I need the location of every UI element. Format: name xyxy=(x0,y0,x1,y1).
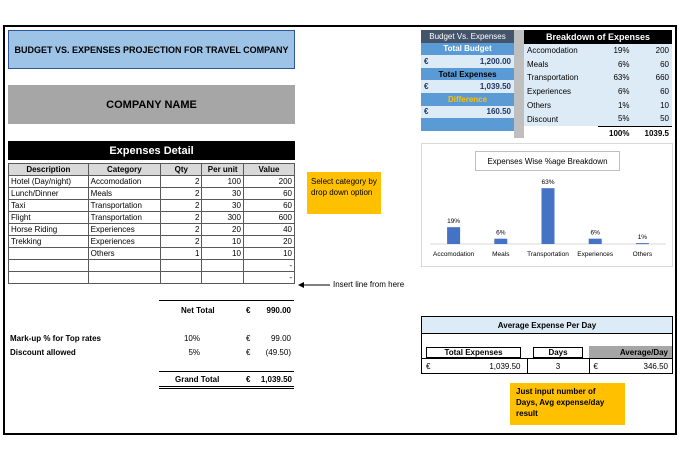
expense-qty-cell[interactable]: 2 xyxy=(161,176,202,188)
chart-data-label: 6% xyxy=(496,229,506,237)
breakdown-header: Breakdown of Expenses xyxy=(524,30,672,44)
grand-total-double-underline xyxy=(159,386,294,389)
breakdown-total-spacer xyxy=(524,126,598,140)
difference-label: Difference xyxy=(421,93,514,106)
table-row xyxy=(9,272,295,284)
breakdown-total-value: 1039.5 xyxy=(633,126,673,140)
sheet-title: BUDGET VS. EXPENSES PROJECTION FOR TRAVEL COMPANY xyxy=(8,30,295,69)
col-total-expenses: Total Expenses xyxy=(426,347,521,358)
breakdown-value: 50 xyxy=(633,112,673,126)
expense-category-cell[interactable]: Transportation xyxy=(88,212,160,224)
category-dropdown-note: Select category by drop down option xyxy=(307,172,381,214)
expense-value-cell: - xyxy=(243,260,294,272)
chart-data-label: 19% xyxy=(447,218,461,226)
average-per-day-value: 346.50 xyxy=(643,361,668,371)
expense-description-cell[interactable] xyxy=(9,260,89,272)
average-per-day-currency: € xyxy=(593,361,598,371)
expense-per-unit-cell[interactable]: 20 xyxy=(202,224,244,236)
expense-description-cell[interactable]: Hotel (Day/night) xyxy=(9,176,89,188)
breakdown-value: 200 xyxy=(633,44,673,58)
breakdown-percent: 6% xyxy=(598,57,632,71)
company-name[interactable]: COMPANY NAME xyxy=(8,85,295,124)
expense-description-cell[interactable]: Flight xyxy=(9,212,89,224)
expense-per-unit-cell[interactable]: 300 xyxy=(202,212,244,224)
table-row xyxy=(9,212,295,224)
chart-bar xyxy=(636,243,649,244)
total-expenses-value: 1,039.50 xyxy=(435,80,514,93)
expense-category-cell[interactable] xyxy=(88,260,160,272)
total-budget-label: Total Budget xyxy=(421,43,514,56)
table-row xyxy=(9,176,295,188)
expense-per-unit-cell[interactable] xyxy=(202,272,244,284)
breakdown-row xyxy=(524,71,672,85)
discount-label: Discount allowed xyxy=(10,348,76,357)
breakdown-category: Transportation xyxy=(524,71,598,85)
expense-per-unit-cell[interactable]: 10 xyxy=(202,248,244,260)
breakdown-category: Accomodation xyxy=(524,44,598,58)
expense-value-cell: 60 xyxy=(243,200,294,212)
net-total-value: 990.00 xyxy=(266,306,291,315)
average-expense-table xyxy=(421,316,673,374)
chart-category-label: Transportation xyxy=(527,251,569,258)
difference-currency: € xyxy=(421,106,435,119)
column-header-description: Description xyxy=(9,164,89,176)
chart-bar xyxy=(494,239,507,244)
breakdown-value: 60 xyxy=(633,57,673,71)
expense-category-cell[interactable]: Experiences xyxy=(88,224,160,236)
average-total-value: 1,039.50 xyxy=(437,359,527,374)
discount-value: (49.50) xyxy=(265,348,291,357)
budget-separator xyxy=(514,30,524,138)
budget-vs-expenses-table xyxy=(421,30,514,131)
chart-bar xyxy=(447,227,460,244)
table-row xyxy=(9,224,295,236)
breakdown-row xyxy=(524,57,672,71)
breakdown-percent: 1% xyxy=(598,98,632,112)
expense-qty-cell[interactable]: 1 xyxy=(161,248,202,260)
discount-currency: € xyxy=(246,348,251,357)
total-budget-currency: € xyxy=(421,55,435,68)
markup-label: Mark-up % for Top rates xyxy=(10,334,101,343)
net-total-divider xyxy=(159,300,294,301)
expense-description-cell[interactable] xyxy=(9,272,89,284)
column-header-qty: Qty xyxy=(161,164,202,176)
days-input-note: Just input number of Days, Avg expense/day result xyxy=(510,383,625,425)
col-days: Days xyxy=(533,347,583,358)
total-expenses-currency: € xyxy=(421,80,435,93)
grand-total-value: 1,039.50 xyxy=(260,375,292,384)
expense-description-cell[interactable]: Trekking xyxy=(9,236,89,248)
expense-value-cell: 20 xyxy=(243,236,294,248)
breakdown-percent: 5% xyxy=(598,112,632,126)
breakdown-row xyxy=(524,44,672,58)
expense-value-cell: 200 xyxy=(243,176,294,188)
expense-category-cell[interactable] xyxy=(88,272,160,284)
difference-value: 160.50 xyxy=(435,106,514,119)
total-budget-value[interactable]: 1,200.00 xyxy=(435,55,514,68)
expense-qty-cell[interactable]: 2 xyxy=(161,200,202,212)
grand-total-currency: € xyxy=(246,375,251,384)
markup-value: 99.00 xyxy=(270,334,291,343)
chart-category-label: Others xyxy=(632,251,653,258)
chart-bar xyxy=(542,188,555,244)
expense-qty-cell[interactable]: 2 xyxy=(161,188,202,200)
breakdown-category: Others xyxy=(524,98,598,112)
breakdown-category: Experiences xyxy=(524,85,598,99)
expense-qty-cell[interactable]: 2 xyxy=(161,212,202,224)
chart-category-label: Meals xyxy=(492,251,510,258)
average-days-value[interactable]: 3 xyxy=(527,359,589,374)
average-header: Average Expense Per Day xyxy=(422,317,673,334)
expense-description-cell[interactable] xyxy=(9,248,89,260)
expense-category-cell[interactable]: Others xyxy=(88,248,160,260)
average-spacer xyxy=(422,334,673,347)
budget-empty-row xyxy=(421,118,514,131)
breakdown-row xyxy=(524,85,672,99)
expense-value-cell: 60 xyxy=(243,188,294,200)
chart-data-label: 1% xyxy=(637,234,648,242)
breakdown-value: 60 xyxy=(633,85,673,99)
expense-qty-cell[interactable] xyxy=(161,260,202,272)
grand-total-top-divider xyxy=(159,371,294,372)
breakdown-value: 660 xyxy=(633,71,673,85)
expense-per-unit-cell[interactable]: 100 xyxy=(202,176,244,188)
expense-description-cell[interactable]: Horse Riding xyxy=(9,224,89,236)
markup-currency: € xyxy=(246,334,251,343)
chart-data-label: 6% xyxy=(590,229,600,237)
chart-bar xyxy=(589,239,602,244)
col-average-per-day: Average/Day xyxy=(589,346,673,359)
expense-category-cell[interactable]: Transportation xyxy=(88,200,160,212)
grand-total-label: Grand Total xyxy=(175,375,220,384)
breakdown-category: Meals xyxy=(524,57,598,71)
column-header-value: Value xyxy=(243,164,294,176)
breakdown-table xyxy=(524,30,672,141)
insert-line-note: Insert line from here xyxy=(333,280,405,289)
expense-category-cell[interactable]: Accomodation xyxy=(88,176,160,188)
average-per-day-cell xyxy=(589,359,673,374)
average-total-header-cell xyxy=(422,346,528,359)
breakdown-chart xyxy=(421,143,673,267)
chart-category-label: Experiences xyxy=(577,251,614,258)
chart-plot xyxy=(422,172,672,266)
discount-percent[interactable]: 5% xyxy=(188,348,200,357)
net-total-currency: € xyxy=(246,306,251,315)
column-header-per-unit: Per unit xyxy=(202,164,244,176)
breakdown-percent: 19% xyxy=(598,44,632,58)
expense-value-cell: 40 xyxy=(243,224,294,236)
expense-per-unit-cell[interactable]: 30 xyxy=(202,188,244,200)
net-total-label: Net Total xyxy=(181,306,215,315)
expense-description-cell[interactable]: Taxi xyxy=(9,200,89,212)
expenses-detail-heading: Expenses Detail xyxy=(8,141,295,160)
markup-percent[interactable]: 10% xyxy=(183,334,200,343)
column-header-category: Category xyxy=(88,164,160,176)
breakdown-percent: 6% xyxy=(598,85,632,99)
table-row xyxy=(9,236,295,248)
expense-per-unit-cell[interactable]: 10 xyxy=(202,236,244,248)
average-total-currency: € xyxy=(422,359,438,374)
expense-qty-cell[interactable]: 2 xyxy=(161,236,202,248)
breakdown-total-percent: 100% xyxy=(598,126,632,140)
breakdown-row xyxy=(524,112,672,126)
total-expenses-label: Total Expenses xyxy=(421,68,514,81)
budget-vs-expenses-header: Budget Vs. Expenses xyxy=(421,30,514,43)
table-row xyxy=(9,248,295,260)
expense-per-unit-cell[interactable] xyxy=(202,260,244,272)
chart-data-label: 63% xyxy=(541,179,555,187)
average-days-header-cell xyxy=(527,346,589,359)
expense-value-cell: - xyxy=(243,272,294,284)
insert-line-arrow-icon xyxy=(296,280,332,290)
expense-per-unit-cell[interactable]: 30 xyxy=(202,200,244,212)
breakdown-percent: 63% xyxy=(598,71,632,85)
expense-value-cell: 600 xyxy=(243,212,294,224)
expense-qty-cell[interactable]: 2 xyxy=(161,224,202,236)
table-header-row xyxy=(9,164,295,176)
table-row xyxy=(9,200,295,212)
expense-value-cell: 10 xyxy=(243,248,294,260)
expense-description-cell[interactable]: Lunch/Dinner xyxy=(9,188,89,200)
chart-title: Expenses Wise %age Breakdown xyxy=(475,151,620,171)
breakdown-value: 10 xyxy=(633,98,673,112)
table-row xyxy=(9,188,295,200)
chart-category-label: Accomodation xyxy=(432,251,475,258)
breakdown-category: Discount xyxy=(524,112,598,126)
expense-category-cell[interactable]: Meals xyxy=(88,188,160,200)
expenses-table xyxy=(8,163,295,284)
expense-category-cell[interactable]: Experiences xyxy=(88,236,160,248)
breakdown-row xyxy=(524,98,672,112)
table-row xyxy=(9,260,295,272)
expense-qty-cell[interactable] xyxy=(161,272,202,284)
